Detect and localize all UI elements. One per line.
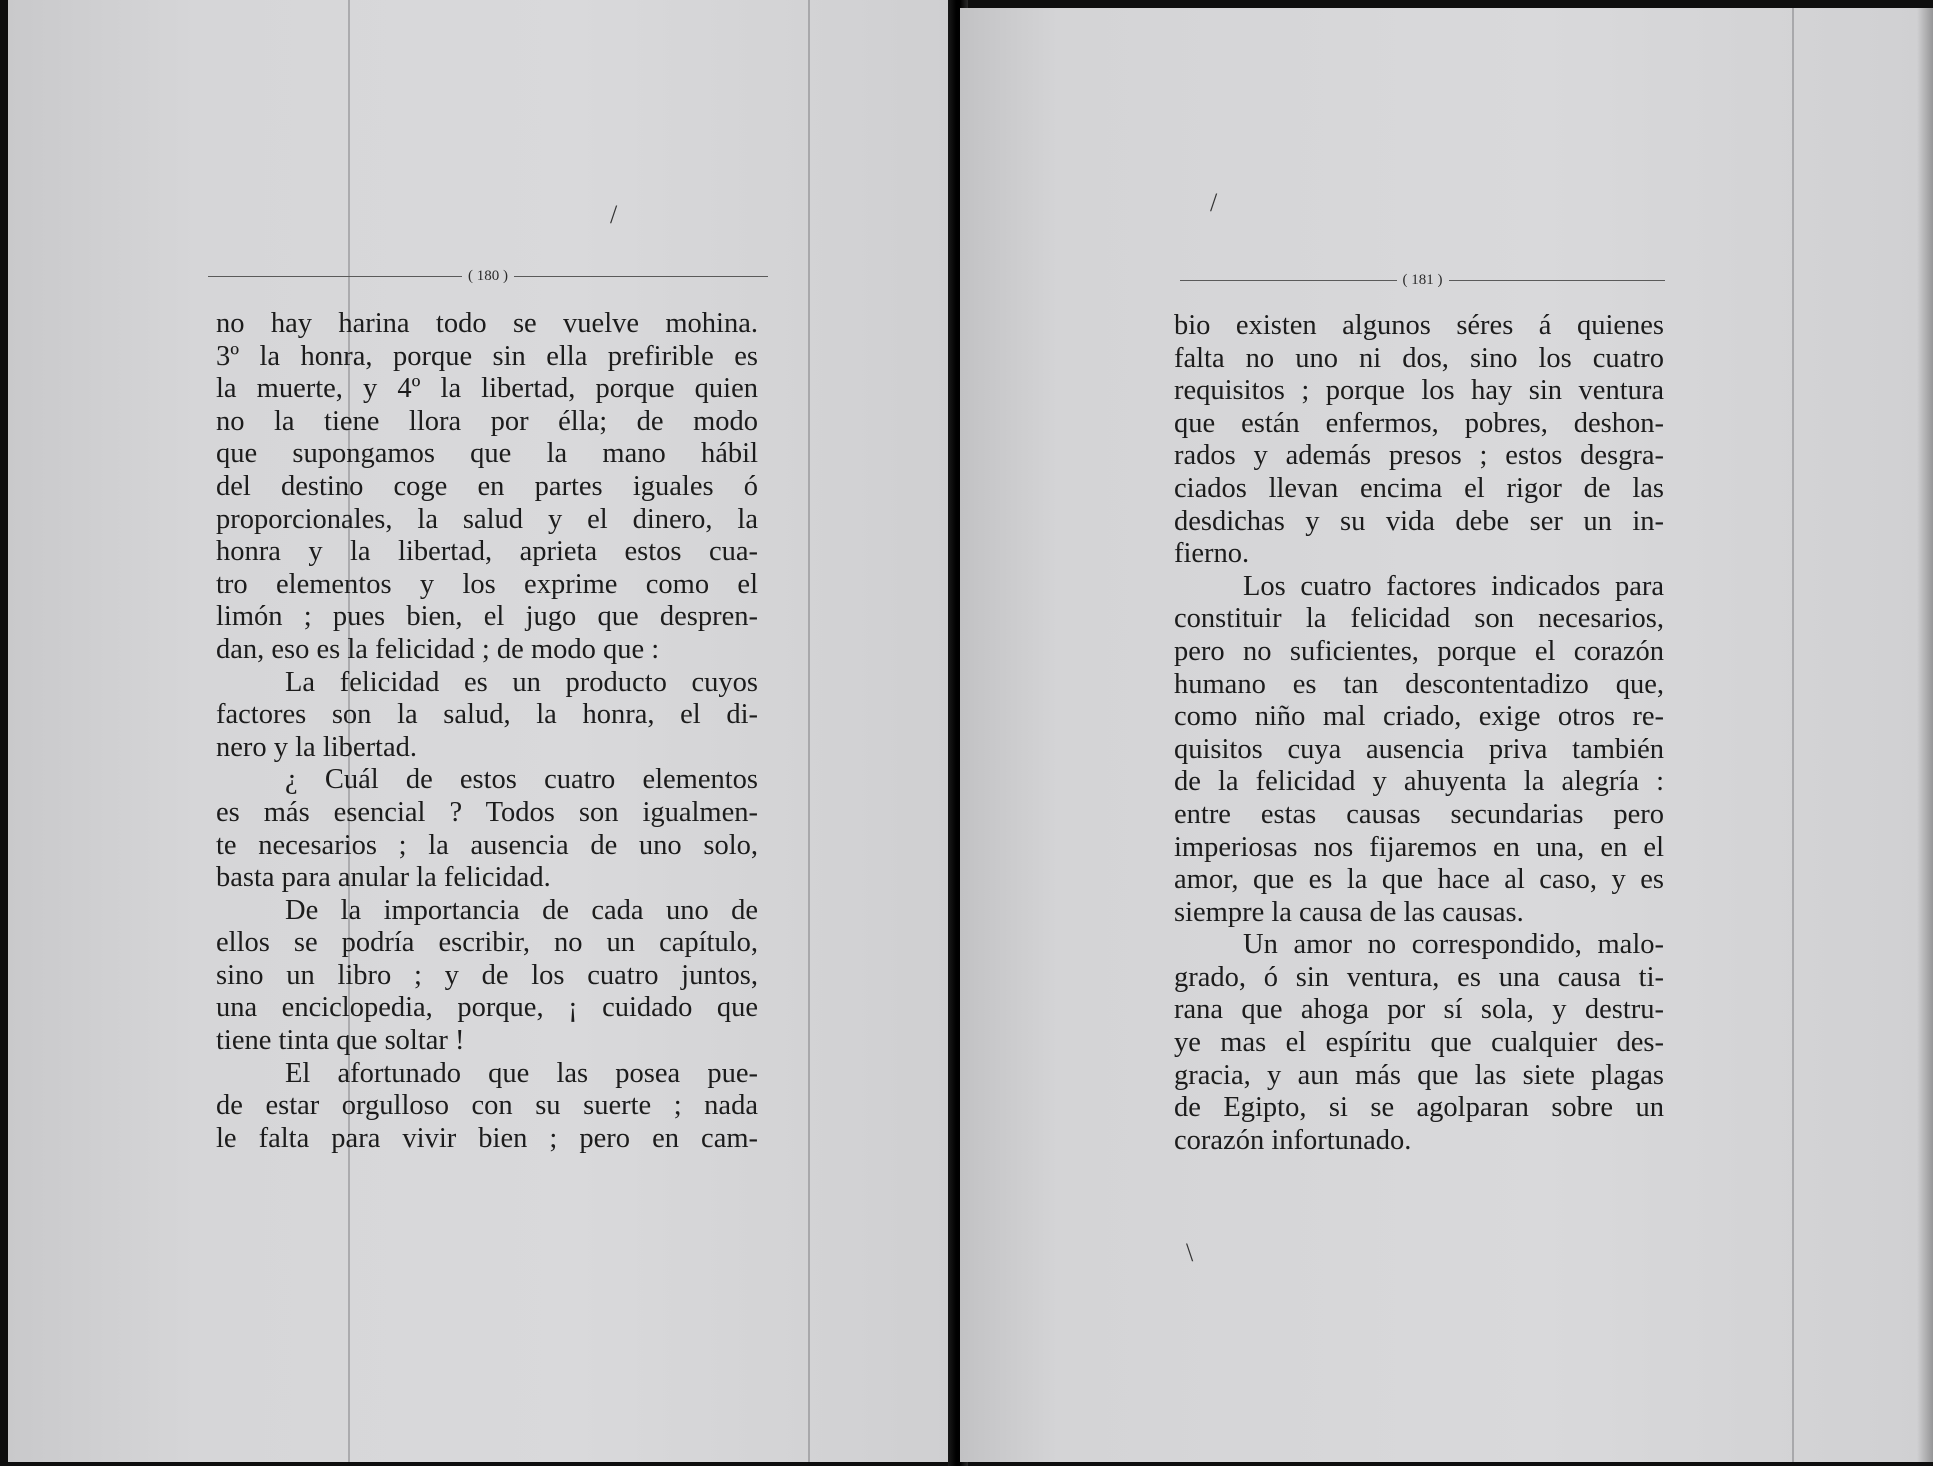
text-line: rados y además presos ; estos desgra- [1174, 440, 1664, 472]
page-number: ( 181 ) [1402, 272, 1443, 288]
text-line: rana que ahoga por sí sola, y destru- [1174, 994, 1664, 1026]
text-line: amor, que es la que hace al caso, y es [1174, 864, 1664, 896]
header-rule-left [1180, 280, 1397, 281]
text-line: falta no uno ni dos, sino los cuatro [1174, 342, 1664, 374]
text-line: bio existen algunos séres á quienes [1174, 310, 1664, 341]
text-line: La felicidad es un producto cuyos [285, 666, 758, 698]
page-header [208, 268, 768, 285]
fold-line [1792, 8, 1794, 1462]
text-line: tiene tinta que soltar ! [216, 1025, 465, 1057]
text-line: una enciclopedia, porque, ¡ cuidado que [216, 992, 758, 1024]
text-line: ¿ Cuál de estos cuatro elementos [285, 764, 758, 796]
ink-speck: / [1210, 188, 1218, 217]
text-line: basta para anular la felicidad. [216, 862, 551, 894]
text-line: constituir la felicidad son necesarios, [1174, 603, 1664, 635]
text-line: ye mas el espíritu que cualquier des- [1174, 1027, 1664, 1059]
text-line: humano es tan descontentadizo que, [1174, 668, 1664, 700]
text-line: es más esencial ? Todos son igualmen- [216, 796, 758, 828]
text-line: la muerte, y 4º la libertad, porque quien [216, 373, 758, 405]
left-page-text [216, 308, 758, 1155]
text-line: desdichas y su vida debe ser un in- [1174, 505, 1664, 537]
text-line: sino un libro ; y de los cuatro juntos, [216, 959, 758, 991]
ink-speck: \ [1186, 1238, 1194, 1267]
right-page [960, 8, 1933, 1462]
text-line: gracia, y aun más que las siete plagas [1174, 1059, 1664, 1091]
ink-speck: / [610, 200, 618, 229]
page-header [1180, 272, 1665, 289]
text-line: ellos se podría escribir, no un capítulo, [216, 927, 758, 959]
right-page-text [1174, 310, 1664, 1157]
header-rule-right [1449, 280, 1666, 281]
text-line: 3º la honra, porque sin ella prefirible es [216, 340, 758, 372]
fold-line [808, 0, 810, 1462]
text-line: tro elementos y los exprime como el [216, 568, 758, 600]
text-line: que supongamos que la mano hábil [216, 438, 758, 470]
text-line: te necesarios ; la ausencia de uno solo, [216, 829, 758, 861]
text-line: pero no suficientes, porque el corazón [1174, 635, 1664, 667]
text-line: ciados llevan encima el rigor de las [1174, 472, 1664, 504]
left-page [8, 0, 956, 1462]
text-line: de estar orgulloso con su suerte ; nada [216, 1090, 758, 1122]
text-line: grado, ó sin ventura, es una causa ti- [1174, 961, 1664, 993]
text-line: no hay harina todo se vuelve mohina. [216, 308, 758, 339]
text-line: que están enfermos, pobres, deshon- [1174, 407, 1664, 439]
text-line: entre estas causas secundarias pero [1174, 798, 1664, 830]
text-line: del destino coge en partes iguales ó [216, 470, 758, 502]
text-line: limón ; pues bien, el jugo que despren- [216, 601, 758, 633]
text-line: no la tiene llora por élla; de modo [216, 405, 758, 437]
text-line: factores son la salud, la honra, el di- [216, 699, 758, 731]
text-line: requisitos ; porque los hay sin ventura [1174, 375, 1664, 407]
text-line: El afortunado que las posea pue- [285, 1057, 758, 1089]
page-edge-shadow [1917, 8, 1933, 1462]
text-line: dan, eso es la felicidad ; de modo que : [216, 633, 660, 665]
text-line: de Egipto, si se agolparan sobre un [1174, 1092, 1664, 1124]
text-line: proporcionales, la salud y el dinero, la [216, 503, 758, 535]
text-line: le falta para vivir bien ; pero en cam- [216, 1122, 758, 1154]
header-rule-right [514, 276, 768, 277]
text-line: como niño mal criado, exige otros re- [1174, 701, 1664, 733]
text-line: De la importancia de cada uno de [285, 894, 758, 926]
page-number: ( 180 ) [468, 268, 508, 284]
text-line: honra y la libertad, aprieta estos cua- [216, 536, 758, 568]
text-line: fierno. [1174, 538, 1250, 570]
text-line: siempre la causa de las causas. [1174, 896, 1524, 928]
text-line: corazón infortunado. [1174, 1124, 1412, 1156]
text-line: imperiosas nos fijaremos en una, en el [1174, 831, 1664, 863]
text-line: Un amor no correspondido, malo- [1243, 929, 1664, 961]
text-line: de la felicidad y ahuyenta la alegría : [1174, 766, 1664, 798]
text-line: quisitos cuya ausencia priva también [1174, 733, 1664, 765]
text-line: Los cuatro factores indicados para [1243, 570, 1664, 602]
text-line: nero y la libertad. [216, 731, 418, 763]
header-rule-left [208, 276, 462, 277]
